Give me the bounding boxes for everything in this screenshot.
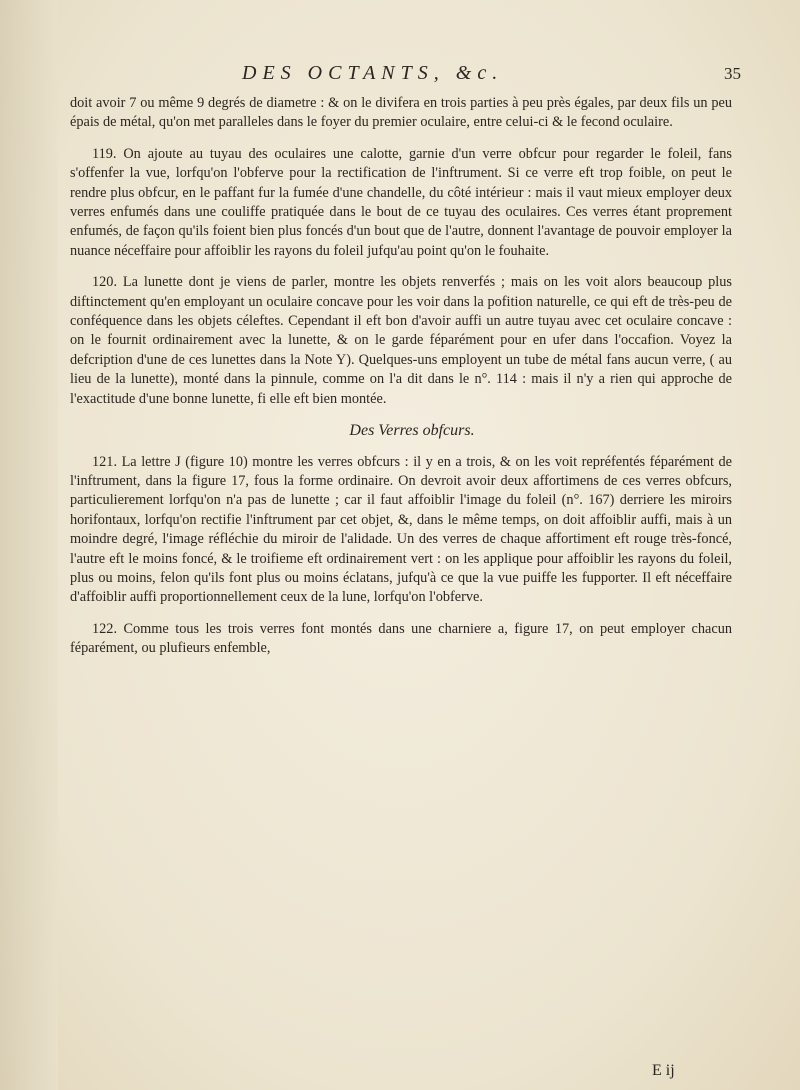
signature-mark: E ij [652,1062,675,1079]
paragraph: 121. La lettre J (figure 10) montre les verres obfcurs : il y en a trois, & on les voit repréfentés féparément de l'inftrument, dans la figure 17, fous la forme ordinaire. On devroit avoir deux affortimens de ces verres obfcurs, particulierement lorfqu'on n'a pas de lunette ; car il faut affoiblir l'image du foleil (n°. 167) derriere les miroirs horifontaux, lorfqu'on rectifie l'inftrument par cet objet, &, dans le même temps, on doit affoiblir auffi, mais à un moindre degré, l'image réfléchie du miroir de l'alidade. Un des verres de chaque affortiment eft rouge très-foncé, l'autre eft le moins foncé, & le troifieme eft ordinairement vert : on les applique pour affoiblir les rayons du foleil, plus ou moins, felon qu'ils font plus ou moins éclatans, jufqu'à ce que la vue puiffe les fupporter. Il eft néceffaire d'affoiblir auffi proportionnellement ceux de la lune, lorfqu'on l'obferve. [70,453,732,606]
gutter-shadow [0,0,58,1090]
body-text [70,94,732,671]
section-subheading: Des Verres obfcurs. [349,422,475,440]
page-number: 35 [724,64,741,83]
paragraph: 120. La lunette dont je viens de parler, montre les objets renverfés ; mais on les voit alors beaucoup plus diftinctement qu'en employant un oculaire concave pour les voir dans la pofition naturelle, ce qui eft de très-peu de conféquence dans les objets céleftes. Cependant il eft bon d'avoir auffi un autre tuyau avec cet oculaire concave : on le fournit ordinairement avec la lunette, & on le garde féparément pour en ufer dans l'occafion. Voyez la defcription d'une de ces lunettes dans la Note Y). Quelques-uns employent un tube de métal fans aucun verre, ( au lieu de la lunette), monté dans la pinnule, comme on l'a dit dans le n°. 114 : mais il n'y a rien qui approche de l'exactitude d'une bonne lunette, fi elle eft bien montée. [70,274,732,407]
paragraph: 122. Comme tous les trois verres font montés dans une charniere a, figure 17, on peut employer chacun féparément, ou plufieurs enfemble, [70,620,732,657]
page-header [0,62,800,90]
running-title: DES OCTANTS, &c. [242,62,504,84]
paragraph: 119. On ajoute au tuyau des oculaires une calotte, garnie d'un verre obfcur pour regarder le foleil, fans s'offenfer la vue, lorfqu'on l'obferve pour la rectification de l'inftrument. Si ce verre eft trop foible, on peut le rendre plus obfcur, en le paffant fur la fumée d'une chandelle, du côté intérieur : mais il vaut mieux employer deux verres enfumés dans une couliffe pratiquée dans le bout de ce tuyau des oculaires. Ces verres étant proprement enfumés, de façon qu'ils foient bien plus foncés d'un bout que de l'autre, donnent l'avantage de pouvoir employer la nuance néceffaire pour affoiblir les rayons du foleil jufqu'au point qu'on le fouhaite. [70,145,732,259]
paragraph: doit avoir 7 ou même 9 degrés de diametre : & on le divifera en trois parties à peu près égales, par deux fils un peu épais de métal, qu'on met paralleles dans le foyer du premier oculaire, entre celui-ci & le fecond oculaire. [70,95,732,131]
